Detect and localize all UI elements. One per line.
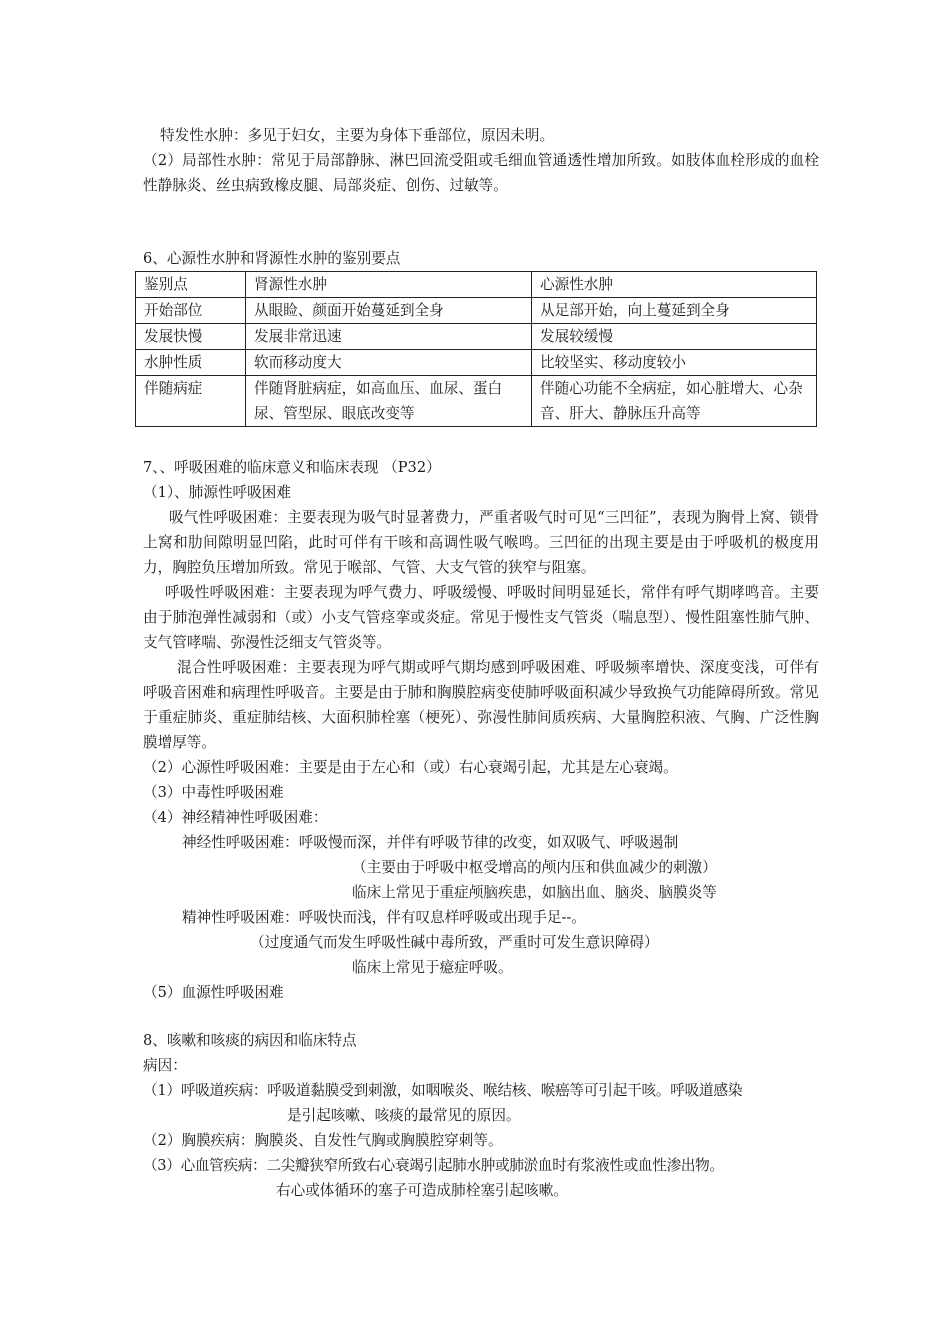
section6-heading: 6、心源性水肿和肾源性水肿的鉴别要点 — [143, 250, 401, 267]
cause2-line: （2）胸膜疾病：胸膜炎、自发性气胸或胸膜腔穿刺等。 — [143, 1132, 503, 1149]
local-edema-paragraph — [143, 148, 819, 198]
inspiratory-paragraph — [143, 505, 819, 580]
idiopathic-edema-line: 特发性水肿：多见于妇女，主要为身体下垂部位，原因未明。 — [160, 127, 555, 144]
table-row — [136, 350, 817, 376]
table-cell: 发展非常迅速 — [246, 324, 532, 350]
table-cell: 伴随肾脏病症，如高血压、血尿、蛋白尿、管型尿、眼底改变等 — [246, 376, 532, 427]
table-cell: 发展较缓慢 — [532, 324, 817, 350]
table-cell: 比较坚实、移动度较小 — [532, 350, 817, 376]
table-cell: 水肿性质 — [136, 350, 246, 376]
neuro-line2: （主要由于呼吸中枢受增高的颅内压和供血减少的刺激） — [352, 859, 717, 876]
psych-line1: 精神性呼吸困难：呼吸快而浅，伴有叹息样呼吸或出现手足--。 — [182, 909, 586, 926]
table-row — [136, 376, 817, 427]
table-row — [136, 298, 817, 324]
table-cell: 从眼睑、颜面开始蔓延到全身 — [246, 298, 532, 324]
table-cell: 软而移动度大 — [246, 350, 532, 376]
table-header-row — [136, 272, 817, 298]
section7-sub3: （3）中毒性呼吸困难 — [143, 784, 284, 801]
neuro-line3: 临床上常见于重症颅脑疾患，如脑出血、脑炎、脑膜炎等 — [352, 884, 717, 901]
cause3-line2: 右心或体循环的塞子可造成肺栓塞引起咳嗽。 — [276, 1182, 568, 1199]
section7-sub5: （5）血源性呼吸困难 — [143, 984, 284, 1001]
section7-sub2: （2）心源性呼吸困难：主要是由于左心和（或）右心衰竭引起，尤其是左心衰竭。 — [143, 759, 678, 776]
section7-sub1: （1）、肺源性呼吸困难 — [143, 484, 291, 501]
table-header-cell: 鉴别点 — [136, 272, 246, 298]
table-row — [136, 324, 817, 350]
cause1-line2: 是引起咳嗽、咳痰的最常见的原因。 — [287, 1107, 521, 1124]
cause3-line1: （3）心血管疾病：二尖瓣狭窄所致右心衰竭引起肺水肿或肺淤血时有浆液性或血性渗出物。 — [143, 1157, 724, 1174]
table-cell: 从足部开始，向上蔓延到全身 — [532, 298, 817, 324]
edema-comparison-table — [135, 271, 817, 427]
cause1-line1: （1）呼吸道疾病：呼吸道黏膜受到刺激，如咽喉炎、喉结核、喉癌等可引起干咳。呼吸道感染 — [143, 1082, 743, 1099]
table-header-cell: 肾源性水肿 — [246, 272, 532, 298]
psych-line3: 临床上常见于癔症呼吸。 — [352, 959, 513, 976]
psych-line2: （过度通气而发生呼吸性碱中毒所致，严重时可发生意识障碍） — [250, 934, 659, 951]
inspiratory-text: 吸气性呼吸困难：主要表现为吸气时显著费力，严重者吸气时可见“三凹征”，表现为胸骨上窝、锁骨上窝和肋间隙明显凹陷，此时可伴有干咳和高调性吸气喉鸣。三凹征的出现主要是由于呼吸机的极度用力，胸腔负压增加所致。常见于喉部、气管、大支气管的狭窄与阻塞。 — [143, 509, 819, 576]
table-cell: 开始部位 — [136, 298, 246, 324]
table-cell: 发展快慢 — [136, 324, 246, 350]
mixed-paragraph — [143, 655, 819, 755]
table-header-cell: 心源性水肿 — [532, 272, 817, 298]
table-cell: 伴随心功能不全病症，如心脏增大、心杂音、肝大、静脉压升高等 — [532, 376, 817, 427]
cause-label: 病因： — [143, 1057, 187, 1074]
section7-sub4: （4）神经精神性呼吸困难： — [143, 809, 328, 826]
expiratory-paragraph — [143, 580, 819, 655]
section8-heading: 8、咳嗽和咳痰的病因和临床特点 — [143, 1032, 357, 1049]
section7-heading: 7、、呼吸困难的临床意义和临床表现 （P32） — [143, 459, 441, 476]
table-cell: 伴随病症 — [136, 376, 246, 427]
neuro-line1: 神经性呼吸困难：呼吸慢而深，并伴有呼吸节律的改变，如双吸气、呼吸遏制 — [182, 834, 679, 851]
expiratory-text: 呼吸性呼吸困难：主要表现为呼气费力、呼吸缓慢、呼吸时间明显延长，常伴有呼气期哮鸣音。主要由于肺泡弹性减弱和（或）小支气管痉挛或炎症。常见于慢性支气管炎（喘息型）、慢性阻塞性肺气肿、支气管哮喘、弥漫性泛细支气管炎等。 — [143, 584, 819, 651]
mixed-text: 混合性呼吸困难：主要表现为呼气期或呼气期均感到呼吸困难、呼吸频率增快、深度变浅，可伴有呼吸音困难和病理性呼吸音。主要是由于肺和胸膜腔病变使肺呼吸面积减少导致换气功能障碍所致。常见于重症肺炎、重症肺结核、大面积肺栓塞（梗死）、弥漫性肺间质疾病、大量胸腔积液、气胸、广泛性胸膜增厚等。 — [143, 659, 819, 751]
local-edema-text: （2）局部性水肿：常见于局部静脉、淋巴回流受阻或毛细血管通透性增加所致。如肢体血栓形成的血栓性静脉炎、丝虫病致橡皮腿、局部炎症、创伤、过敏等。 — [143, 152, 819, 194]
